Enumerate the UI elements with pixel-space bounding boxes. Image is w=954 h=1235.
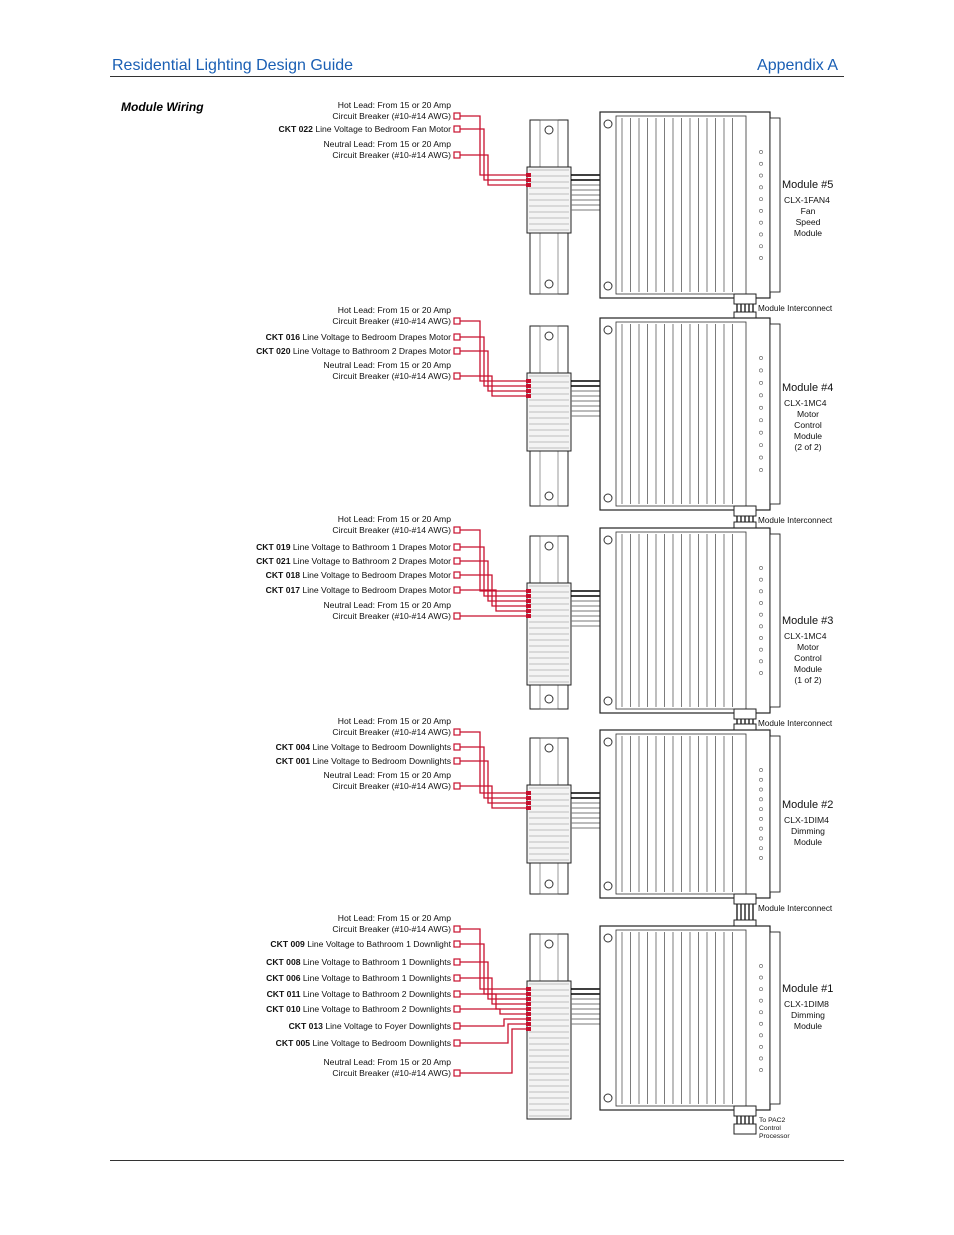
interconnect-label: Module Interconnect	[758, 904, 833, 913]
wire-terminal	[526, 604, 531, 608]
wire-connector	[454, 926, 460, 932]
module-model: CLX-1MC4	[784, 398, 827, 408]
interconnect-label: Module Interconnect	[758, 304, 833, 313]
circuit-label: Hot Lead: From 15 or 20 Amp	[337, 100, 451, 110]
module-desc: Module	[793, 431, 823, 441]
wire-terminal	[526, 997, 531, 1001]
circuit-label: CKT 020 Line Voltage to Bathroom 2 Drapes Motor	[256, 346, 451, 356]
interconnect-plug	[734, 1106, 756, 1116]
module-block-1	[279, 100, 834, 322]
wire-terminal	[526, 1022, 531, 1026]
document-title: Residential Lighting Design Guide	[112, 57, 354, 74]
wire-terminal	[526, 384, 531, 388]
wire-connector	[454, 334, 460, 340]
wire-terminal	[526, 791, 531, 795]
pac2-text: Control	[759, 1125, 781, 1132]
module-side-rail	[770, 324, 780, 504]
circuit-label: Hot Lead: From 15 or 20 Amp	[337, 913, 451, 923]
circuit-label: Circuit Breaker (#10-#14 AWG)	[332, 150, 451, 160]
wire-connector	[454, 1023, 460, 1029]
interconnect-plug	[734, 294, 756, 304]
module-name: Module #3	[782, 615, 834, 627]
wire-terminal	[526, 609, 531, 613]
module-name: Module #1	[782, 983, 834, 995]
module-name: Module #4	[782, 382, 834, 394]
module-desc: Control	[794, 420, 822, 430]
wire-terminal	[526, 796, 531, 800]
interconnect-plug	[734, 506, 756, 516]
wire-terminal	[526, 379, 531, 383]
red-wire	[460, 561, 529, 601]
wire-terminal	[526, 178, 531, 182]
circuit-label: CKT 016 Line Voltage to Bedroom Drapes Motor	[265, 332, 451, 342]
circuit-label: Circuit Breaker (#10-#14 AWG)	[332, 371, 451, 381]
appendix-label: Appendix A	[757, 57, 838, 74]
module-desc: (1 of 2)	[794, 675, 822, 685]
circuit-label: CKT 008 Line Voltage to Bathroom 1 Downlights	[266, 957, 451, 967]
pac2-text: Processor	[759, 1133, 790, 1140]
pac2-label	[759, 1117, 790, 1140]
module-desc: Module	[793, 228, 823, 238]
interconnect-plug	[734, 894, 756, 904]
wire-connector	[454, 941, 460, 947]
circuit-label: Circuit Breaker (#10-#14 AWG)	[332, 1068, 451, 1078]
wire-connector	[454, 991, 460, 997]
wire-connector	[454, 572, 460, 578]
circuit-label: Circuit Breaker (#10-#14 AWG)	[332, 525, 451, 535]
module-desc: Motor	[797, 642, 819, 652]
wire-terminal	[526, 992, 531, 996]
module-name: Module #2	[782, 799, 834, 811]
module-side-rail	[770, 118, 780, 292]
wire-connector	[454, 348, 460, 354]
circuit-label: Hot Lead: From 15 or 20 Amp	[337, 305, 451, 315]
red-wire	[460, 994, 529, 1009]
circuit-label: CKT 006 Line Voltage to Bathroom 1 Downlights	[266, 973, 451, 983]
circuit-label: CKT 017 Line Voltage to Bedroom Drapes Motor	[265, 585, 451, 595]
wire-terminal	[526, 589, 531, 593]
module-heatsink	[616, 116, 746, 294]
wire-connector	[454, 959, 460, 965]
module-model: CLX-1DIM4	[784, 815, 829, 825]
wire-terminal	[526, 389, 531, 393]
module-block-3	[256, 514, 833, 734]
wire-terminal	[526, 599, 531, 603]
red-wire	[460, 351, 529, 391]
module-desc: Module	[793, 1021, 823, 1031]
wire-connector	[454, 729, 460, 735]
module-block-2	[256, 305, 833, 532]
module-desc: Module	[793, 664, 823, 674]
wire-connector	[454, 527, 460, 533]
module-name: Module #5	[782, 179, 834, 191]
circuit-label: CKT 001 Line Voltage to Bedroom Downlights	[275, 756, 451, 766]
circuit-label: CKT 021 Line Voltage to Bathroom 2 Drapes Motor	[256, 556, 451, 566]
module-block-5	[266, 913, 833, 1134]
wire-terminal	[526, 1027, 531, 1031]
red-wire	[460, 747, 529, 798]
circuit-label: CKT 022 Line Voltage to Bedroom Fan Motor	[278, 124, 451, 134]
circuit-label: Hot Lead: From 15 or 20 Amp	[337, 514, 451, 524]
circuit-label: Circuit Breaker (#10-#14 AWG)	[332, 924, 451, 934]
wire-terminal	[526, 183, 531, 187]
red-wire	[460, 944, 529, 994]
circuit-label: Neutral Lead: From 15 or 20 Amp	[323, 139, 451, 149]
wire-connector	[454, 975, 460, 981]
module-desc: (2 of 2)	[794, 442, 822, 452]
interconnect-plug	[734, 1124, 756, 1134]
wire-terminal	[526, 987, 531, 991]
red-wire	[460, 929, 529, 989]
circuit-label: CKT 013 Line Voltage to Foyer Downlights	[288, 1021, 451, 1031]
module-side-rail	[770, 534, 780, 707]
module-desc: Fan	[800, 206, 816, 216]
section-title: Module Wiring	[121, 100, 204, 114]
interconnect-label: Module Interconnect	[758, 719, 833, 728]
wire-terminal	[526, 806, 531, 810]
interconnect-plug	[734, 709, 756, 719]
wire-connector	[454, 1006, 460, 1012]
red-wire	[460, 1029, 529, 1073]
circuit-label: Hot Lead: From 15 or 20 Amp	[337, 716, 451, 726]
circuit-label: CKT 005 Line Voltage to Bedroom Downlights	[275, 1038, 451, 1048]
circuit-label: Circuit Breaker (#10-#14 AWG)	[332, 727, 451, 737]
wire-terminal	[526, 173, 531, 177]
wire-connector	[454, 373, 460, 379]
module-model: CLX-1MC4	[784, 631, 827, 641]
wire-terminal	[526, 594, 531, 598]
red-wire	[460, 786, 529, 808]
wire-connector	[454, 318, 460, 324]
module-heatsink	[616, 734, 746, 894]
module-heatsink	[616, 322, 746, 506]
wire-terminal	[526, 1017, 531, 1021]
red-wire	[460, 978, 529, 1004]
wire-terminal	[526, 394, 531, 398]
interconnect-label: Module Interconnect	[758, 516, 833, 525]
circuit-label: CKT 019 Line Voltage to Bathroom 1 Drapes Motor	[256, 542, 451, 552]
module-desc: Motor	[797, 409, 819, 419]
circuit-label: Neutral Lead: From 15 or 20 Amp	[323, 360, 451, 370]
circuit-label: CKT 010 Line Voltage to Bathroom 2 Downlights	[266, 1004, 451, 1014]
red-wire	[460, 1024, 529, 1043]
wire-connector	[454, 544, 460, 550]
wire-connector	[454, 1070, 460, 1076]
wire-terminal	[526, 1012, 531, 1016]
wire-connector	[454, 113, 460, 119]
circuit-label: CKT 011 Line Voltage to Bathroom 2 Downlights	[266, 989, 451, 999]
module-block-4	[276, 716, 834, 930]
red-wire	[460, 761, 529, 803]
wire-connector	[454, 558, 460, 564]
wire-connector	[454, 783, 460, 789]
red-wire	[460, 547, 529, 596]
circuit-label: CKT 018 Line Voltage to Bedroom Drapes Motor	[265, 570, 451, 580]
wire-connector	[454, 744, 460, 750]
wire-terminal	[526, 1007, 531, 1011]
circuit-label: Circuit Breaker (#10-#14 AWG)	[332, 611, 451, 621]
red-wire	[460, 1009, 529, 1014]
wire-connector	[454, 587, 460, 593]
circuit-label: Neutral Lead: From 15 or 20 Amp	[323, 1057, 451, 1067]
circuit-label: CKT 009 Line Voltage to Bathroom 1 Downlight	[270, 939, 451, 949]
module-side-rail	[770, 736, 780, 892]
red-wire	[460, 337, 529, 386]
wire-terminal	[526, 801, 531, 805]
wire-terminal	[526, 1002, 531, 1006]
circuit-label: Circuit Breaker (#10-#14 AWG)	[332, 781, 451, 791]
module-desc: Speed	[795, 217, 821, 227]
module-desc: Control	[794, 653, 822, 663]
module-desc: Module	[793, 837, 823, 847]
circuit-label: CKT 004 Line Voltage to Bedroom Downlights	[275, 742, 451, 752]
module-heatsink	[616, 532, 746, 709]
module-model: CLX-1FAN4	[784, 195, 830, 205]
wire-connector	[454, 1040, 460, 1046]
circuit-label: Circuit Breaker (#10-#14 AWG)	[332, 111, 451, 121]
circuit-label: Neutral Lead: From 15 or 20 Amp	[323, 770, 451, 780]
pac2-text: To PAC2	[759, 1117, 786, 1124]
wire-connector	[454, 126, 460, 132]
wire-terminal	[526, 614, 531, 618]
module-desc: Dimming	[791, 826, 825, 836]
module-desc: Dimming	[791, 1010, 825, 1020]
module-side-rail	[770, 932, 780, 1104]
wire-connector	[454, 613, 460, 619]
circuit-label: Circuit Breaker (#10-#14 AWG)	[332, 316, 451, 326]
red-wire	[460, 1019, 529, 1026]
module-heatsink	[616, 930, 746, 1106]
module-model: CLX-1DIM8	[784, 999, 829, 1009]
circuit-label: Neutral Lead: From 15 or 20 Amp	[323, 600, 451, 610]
red-wire	[460, 116, 529, 175]
wire-connector	[454, 758, 460, 764]
wire-connector	[454, 152, 460, 158]
red-wire	[460, 732, 529, 793]
